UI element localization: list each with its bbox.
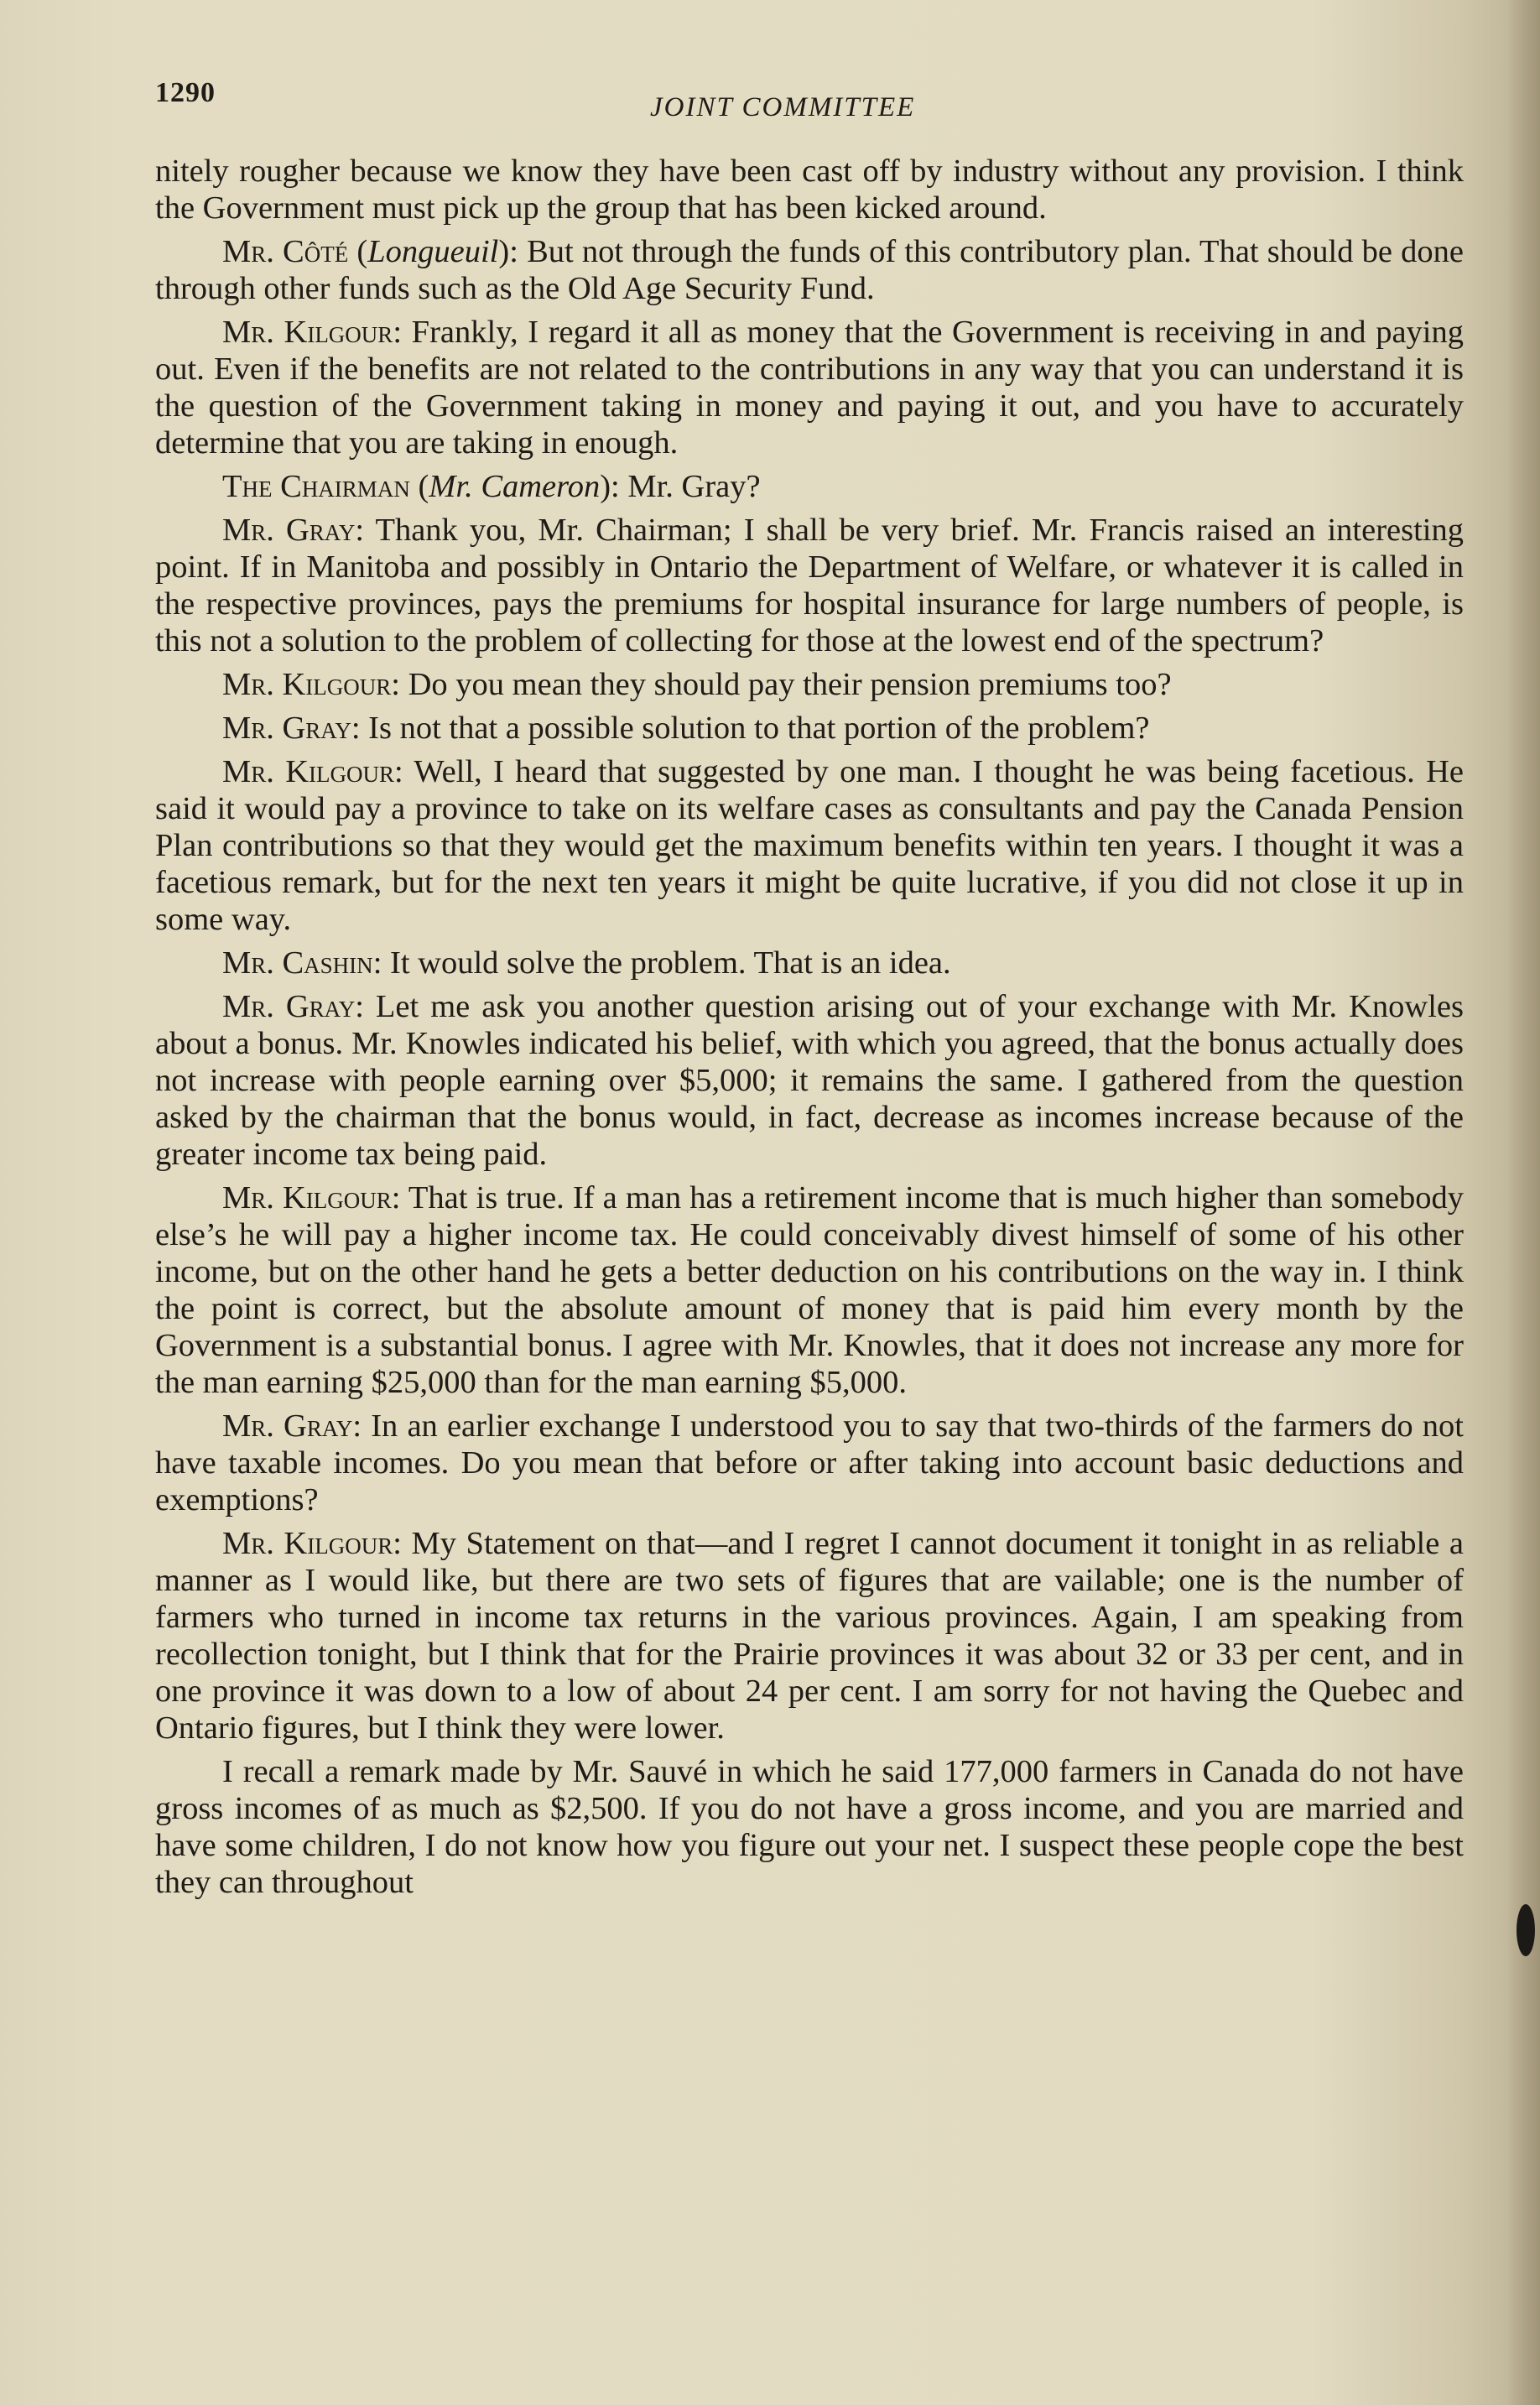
speaker-name: The Chairman	[222, 469, 410, 504]
speaker-name: Mr. Gray	[222, 1408, 353, 1444]
paragraph-kilgour-continued	[155, 1753, 1464, 1901]
paragraph-continuation	[155, 153, 1464, 226]
paragraph-kilgour: Mr. Kilgour: Frankly, I regard it all as money that the Government is receiving in and paying out. Even if the benefits are not related to the contributions in any way that you can understand it is the question of the Government taking in money and paying it out, and you have to accurately determine that you are taking in enough.	[155, 315, 1464, 461]
paragraph-text: Mr. Gray?	[627, 469, 761, 504]
speaker-name: Mr. Gray	[222, 989, 356, 1024]
speaker-aside: Longueuil	[367, 234, 499, 269]
ink-blot	[1517, 1904, 1535, 1956]
speaker-name: Mr. Gray	[222, 711, 351, 746]
paragraph-text: It would solve the problem. That is an idea.	[390, 945, 951, 981]
page-edge-shadow	[1506, 0, 1540, 2405]
paragraph-text: Well, I heard that suggested by one man. I thought he was being facetious. He said it would pay a province to take on its welfare cases as consultants and pay the Canada Pension Plan contributions so that they would get the maximum benefits within ten years. I thought it was a facetious remark, but for the next ten years it might be quite lucrative, if you did not close it up in some way.	[155, 754, 1464, 937]
speaker-name: Mr. Côté	[222, 234, 349, 269]
page-number: 1290	[155, 77, 216, 108]
paragraph-gray: Mr. Gray: In an earlier exchange I understood you to say that two-thirds of the farmers do not have taxable incomes. Do you mean that before or after taking into account basic deductions and exemptions?	[155, 1408, 1464, 1517]
paragraph-text: nitely rougher because we know they have been cast off by industry without any provision. I think the Government must pick up the group that has been kicked around.	[155, 154, 1464, 226]
paragraph-kilgour: Mr. Kilgour: Well, I heard that suggested by one man. I thought he was being facetious. He said it would pay a province to take on its welfare cases as consultants and pay the Canada Pension Plan contributions so that they would get the maximum benefits within ten years. I thought it was a facetious remark, but for the next ten years it might be quite lucrative, if you did not close it up in some way.	[155, 754, 1464, 937]
paragraph-text: Frankly, I regard it all as money that the Government is receiving in and paying out. Even if the benefits are not related to the contributions in any way that you can understand it is the question of the Government taking in money and paying it out, and you have to accurately determine that you are taking in enough.	[155, 315, 1464, 461]
transcript-body	[155, 153, 1464, 1908]
speaker-name: Mr. Kilgour	[222, 1526, 393, 1561]
speaker-name: Mr. Kilgour	[222, 1180, 392, 1216]
paragraph-text: Let me ask you another question arising out of your exchange with Mr. Knowles about a bonus. Mr. Knowles indicated his belief, with which you agreed, that the bonus actually does not increase with people earning over $5,000; it remains the same. I gathered from the question asked by the chairman that the bonus would, in fact, decrease as incomes increase because of the greater income tax being paid.	[155, 989, 1465, 1172]
speaker-aside: Mr. Cameron	[429, 469, 601, 504]
page-header	[155, 77, 1464, 128]
paragraph-text: Do you mean they should pay their pension premiums too?	[408, 667, 1172, 702]
paragraph-text: Thank you, Mr. Chairman; I shall be very brief. Mr. Francis raised an interesting point. If in Manitoba and possibly in Ontario the Department of Welfare, or whatever it is called in the respective provinces, pays the premiums for hospital insurance for large numbers of people, is this not a solution to the problem of collecting for those at the lowest end of the spectrum?	[155, 513, 1464, 659]
paragraph-gray: Mr. Gray: Is not that a possible solution to that portion of the problem?	[222, 711, 1150, 746]
paragraph-text: My Statement on that—and I regret I cannot document it tonight in as reliable a manner as I would like, but there are two sets of figures that are vailable; one is the number of farmers who turned in income tax returns in the various provinces. Again, I am speaking from recollection tonight, but I think that for the Prairie provinces it was about 32 or 33 per cent, and in one province it was down to a low of about 24 per cent. I am sorry for not having the Quebec and Ontario figures, but I think they were lower.	[155, 1526, 1464, 1746]
speaker-name: Mr. Cashin	[222, 945, 373, 981]
paragraph-text: I recall a remark made by Mr. Sauvé in which he said 177,000 farmers in Canada do not have gross incomes of as much as $2,500. If you do not have a gross income, and you are married and have some children, I do not know how you figure out your net. I suspect these people cope the best they can throughout	[155, 1754, 1464, 1900]
paragraph-text: Is not that a possible solution to that portion of the problem?	[368, 711, 1150, 746]
paragraph-kilgour: Mr. Kilgour: That is true. If a man has a retirement income that is much higher than somebody else’s he will pay a higher income tax. He could conceivably divest himself of some of his other income, but on the other hand he gets a better deduction on his contributions on the way in. I think the point is correct, but the absolute amount of money that is paid him every month by the Government is a substantial bonus. I agree with Mr. Knowles, that it does not increase any more for the man earning $25,000 than for the man earning $5,000.	[155, 1180, 1464, 1400]
paragraph-text: But not through the funds of this contributory plan. That should be done through other funds such as the Old Age Security Fund.	[155, 234, 1464, 306]
paragraph-text: In an earlier exchange I understood you to say that two-thirds of the farmers do not have taxable incomes. Do you mean that before or after taking into account basic deductions and exemptions?	[155, 1408, 1464, 1517]
speaker-name: Mr. Kilgour	[222, 754, 394, 789]
paragraph-kilgour: Mr. Kilgour: My Statement on that—and I regret I cannot document it tonight in as reliable a manner as I would like, but there are two sets of figures that are vailable; one is the number of farmers who turned in income tax returns in the various provinces. Again, I am speaking from recollection tonight, but I think that for the Prairie provinces it was about 32 or 33 per cent, and in one province it was down to a low of about 24 per cent. I am sorry for not having the Quebec and Ontario figures, but I think they were lower.	[155, 1526, 1464, 1746]
paragraph-cote: Mr. Côté (Longueuil): But not through the funds of this contributory plan. That should be done through other funds such as the Old Age Security Fund.	[155, 234, 1464, 306]
paragraph-gray: Mr. Gray: Thank you, Mr. Chairman; I shall be very brief. Mr. Francis raised an interesting point. If in Manitoba and possibly in Ontario the Department of Welfare, or whatever it is called in the respective provinces, pays the premiums for hospital insurance for large numbers of people, is this not a solution to the problem of collecting for those at the lowest end of the spectrum?	[155, 513, 1464, 659]
speaker-name: Mr. Gray	[222, 513, 356, 548]
paragraph-chairman: The Chairman (Mr. Cameron): Mr. Gray?	[222, 469, 761, 504]
speaker-name: Mr. Kilgour	[222, 315, 393, 350]
paragraph-kilgour: Mr. Kilgour: Do you mean they should pay their pension premiums too?	[222, 667, 1172, 702]
paragraph-gray: Mr. Gray: Let me ask you another question arising out of your exchange with Mr. Knowles about a bonus. Mr. Knowles indicated his belief, with which you agreed, that the bonus actually does not increase with people earning over $5,000; it remains the same. I gathered from the question asked by the chairman that the bonus would, in fact, decrease as incomes increase because of the greater income tax being paid.	[155, 989, 1465, 1172]
speaker-name: Mr. Kilgour	[222, 667, 392, 702]
paragraph-cashin: Mr. Cashin: It would solve the problem. That is an idea.	[222, 945, 951, 981]
paragraph-text: That is true. If a man has a retirement income that is much higher than somebody else’s he will pay a higher income tax. He could conceivably divest himself of some of his other income, but on the other hand he gets a better deduction on his contributions on the way in. I think the point is correct, but the absolute amount of money that is paid him every month by the Government is a substantial bonus. I agree with Mr. Knowles, that it does not increase any more for the man earning $25,000 than for the man earning $5,000.	[155, 1180, 1464, 1400]
running-title: JOINT COMMITTEE	[650, 92, 916, 122]
